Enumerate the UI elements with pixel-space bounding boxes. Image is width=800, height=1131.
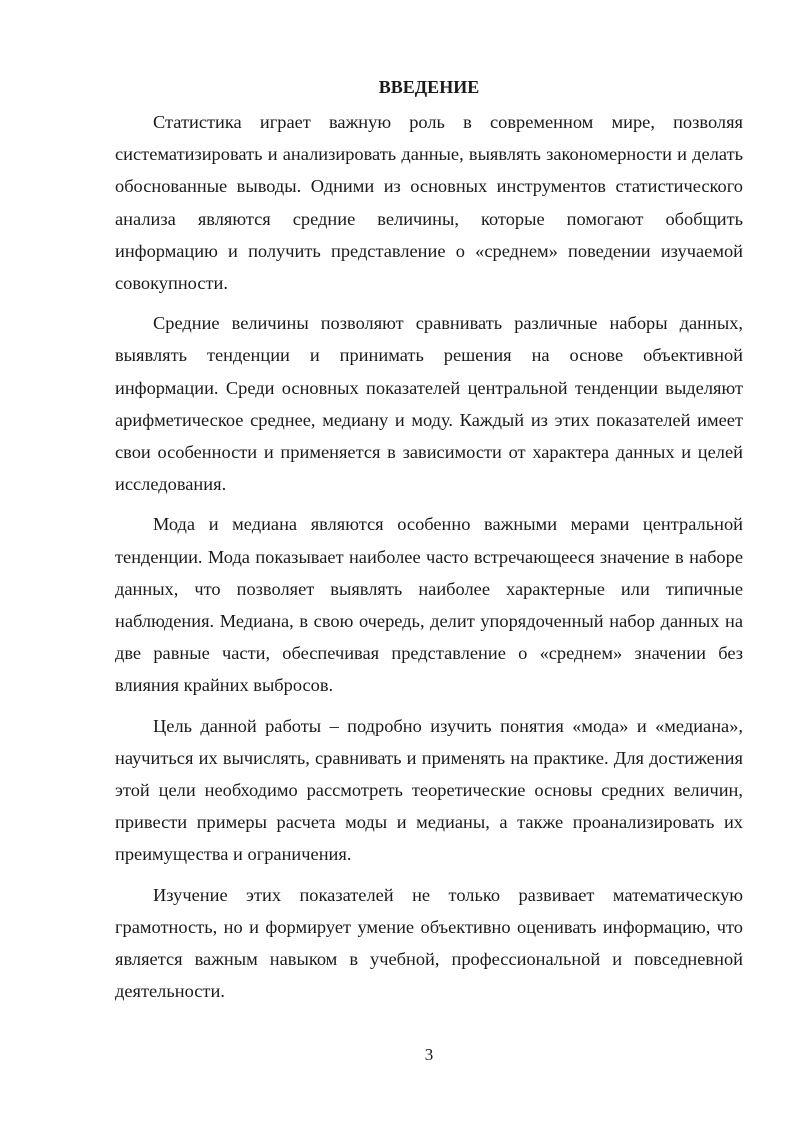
paragraph: Цель данной работы – подробно изучить понятия «мода» и «медиана», научиться их вычислять, сравнивать и применять на практике. Для достижения этой цели необходимо рассмотреть теоретические основы средних величин, привести примеры расчета моды и медианы, а также проанализировать их преимущества и ограничения. (115, 715, 743, 865)
paragraph: Статистика играет важную роль в современном мире, позволяя систематизировать и анализировать данные, выявлять закономерности и делать обоснованные выводы. Одними из основных инструментов статистического анализа являются средние величины, которые помогают обобщить информацию и получить представление о «среднем» поведении изучаемой совокупности. (115, 112, 743, 294)
paragraph: Мода и медиана являются особенно важными мерами центральной тенденции. Мода показывает наиболее часто встречающееся значение в наборе данных, что позволяет выявлять наиболее характерные или типичные наблюдения. Медиана, в свою очередь, делит упорядоченный набор данных на две равные части, обеспечивая представление о «среднем» значении без влияния крайних выбросов. (115, 514, 743, 696)
document-body (115, 106, 743, 1007)
paragraph: Изучение этих показателей не только развивает математическую грамотность, но и формирует умение объективно оценивать информацию, что является важным навыком в учебной, профессиональной и повседневной деятельности. (115, 884, 743, 1002)
document-title: ВВЕДЕНИЕ (378, 77, 480, 97)
page-number: 3 (424, 1045, 434, 1064)
paragraph: Средние величины позволяют сравнивать различные наборы данных, выявлять тенденции и принимать решения на основе объективной информации. Среди основных показателей центральной тенденции выделяют арифметическое среднее, медиану и моду. Каждый из этих показателей имеет свои особенности и применяется в зависимости от характера данных и целей исследования. (115, 313, 743, 495)
